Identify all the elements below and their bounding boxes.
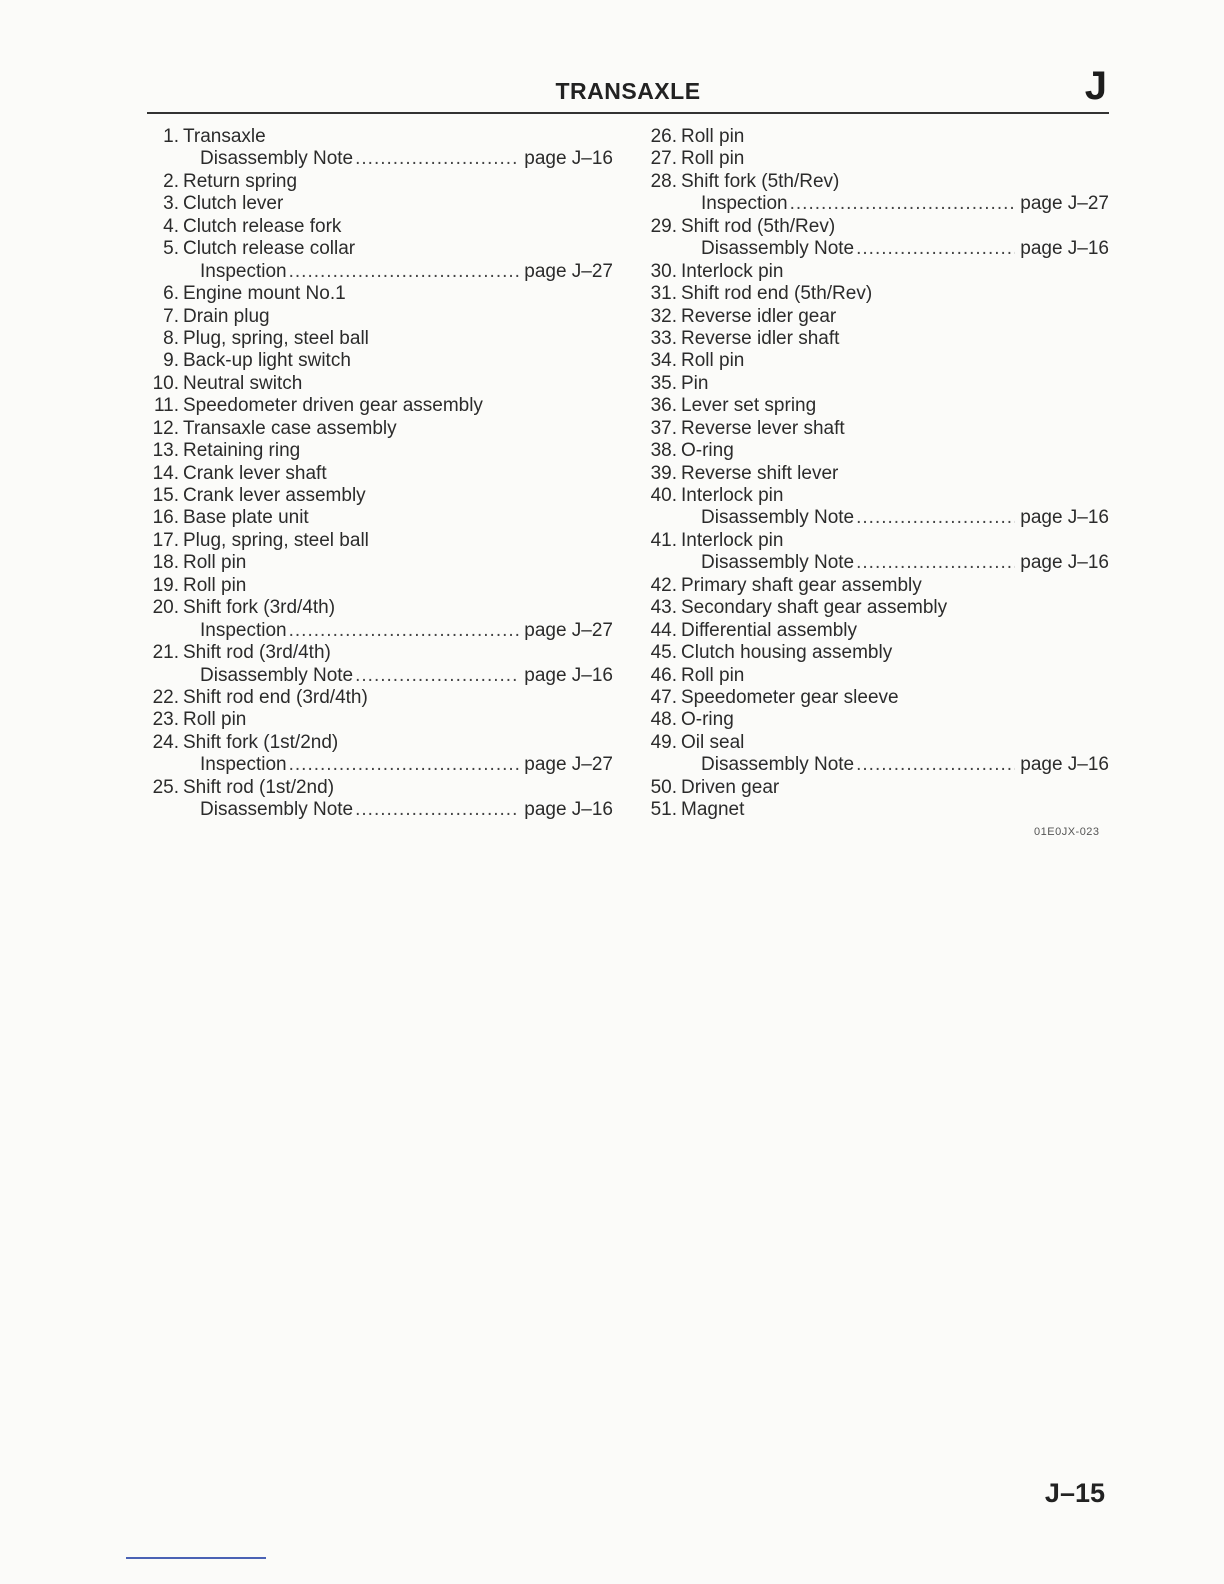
item-label: Reverse lever shaft: [681, 417, 845, 439]
parts-list-item: [641, 216, 1109, 238]
item-label: Shift rod (3rd/4th): [183, 642, 331, 664]
parts-list-item: [641, 261, 1109, 283]
item-label: Back-up light switch: [183, 350, 351, 372]
item-number: 44.: [650, 619, 677, 641]
parts-list-item: [143, 530, 613, 552]
item-number: 39.: [650, 462, 677, 484]
parts-list-item: [143, 283, 613, 305]
item-number: 49.: [650, 731, 677, 753]
dot-leader: [355, 148, 519, 170]
parts-list-item: [143, 350, 613, 372]
parts-list-item: [641, 373, 1109, 395]
item-number: 28.: [650, 170, 677, 192]
item-label: Shift rod end (5th/Rev): [681, 283, 873, 305]
item-label: Interlock pin: [681, 260, 784, 282]
reference-label: Inspection: [200, 754, 287, 776]
item-label: Transaxle: [183, 126, 266, 147]
item-number: 6.: [163, 283, 179, 305]
parts-list-item: [641, 395, 1109, 417]
parts-list-item: [143, 193, 613, 215]
dot-leader: [289, 261, 520, 283]
item-number: 8.: [163, 327, 179, 349]
parts-list-item: [143, 642, 613, 664]
item-reference-line: [143, 754, 613, 776]
item-number: 20.: [152, 597, 179, 619]
item-label: Reverse idler gear: [681, 305, 837, 327]
item-number: 45.: [650, 642, 677, 664]
item-label: Shift fork (5th/Rev): [681, 170, 840, 192]
reference-label: Inspection: [200, 619, 287, 641]
reference-label: Disassembly Note: [200, 799, 354, 821]
item-label: Primary shaft gear assembly: [681, 574, 922, 596]
dot-leader: [289, 754, 520, 776]
page-number: J–15: [1044, 1478, 1105, 1508]
item-number: 14.: [152, 462, 179, 484]
item-label: Clutch housing assembly: [681, 642, 893, 664]
reference-label: Disassembly Note: [701, 552, 855, 574]
parts-list-item: [641, 777, 1109, 799]
parts-list-item: [143, 395, 613, 417]
parts-list-item: [143, 552, 613, 574]
parts-list-item: [143, 732, 613, 754]
item-reference-line: [143, 799, 613, 821]
item-number: 10.: [152, 372, 179, 394]
parts-list-item: [143, 373, 613, 395]
item-label: Pin: [681, 372, 709, 394]
item-label: Return spring: [183, 170, 298, 192]
item-label: Speedometer driven gear assembly: [183, 395, 483, 417]
parts-list-item: [641, 283, 1109, 305]
item-label: Interlock pin: [681, 485, 784, 506]
reference-label: Disassembly Note: [701, 507, 855, 529]
parts-list-item: [143, 306, 613, 328]
item-label: O-ring: [681, 440, 734, 462]
parts-list-item: [143, 777, 613, 799]
parts-list-item: [143, 463, 613, 485]
item-label: Reverse idler shaft: [681, 327, 840, 349]
parts-list-item: [641, 575, 1109, 597]
item-label: Crank lever assembly: [183, 485, 366, 506]
item-number: 5.: [163, 238, 179, 260]
parts-list-item: [641, 463, 1109, 485]
item-reference-line: [641, 238, 1109, 260]
page-reference: page J–27: [1020, 193, 1109, 215]
item-label: Retaining ring: [183, 440, 301, 462]
page-reference: page J–16: [524, 148, 613, 170]
parts-list-item: [143, 216, 613, 238]
parts-list-left-column: [143, 126, 613, 822]
item-reference-line: [641, 754, 1109, 776]
item-number: 3.: [163, 193, 179, 215]
dot-leader: [856, 238, 1015, 260]
item-number: 37.: [650, 417, 677, 439]
item-number: 36.: [650, 395, 677, 417]
parts-list-item: [641, 440, 1109, 462]
parts-list-item: [143, 709, 613, 731]
page-header: [147, 62, 1109, 114]
section-title: TRANSAXLE: [555, 78, 701, 104]
item-label: Drain plug: [183, 305, 270, 327]
item-label: Lever set spring: [681, 395, 817, 417]
parts-list-item: [641, 126, 1109, 148]
item-reference-line: [143, 148, 613, 170]
item-label: Roll pin: [681, 350, 745, 372]
item-number: 2.: [163, 170, 179, 192]
item-label: Differential assembly: [681, 619, 858, 641]
item-number: 46.: [650, 664, 677, 686]
item-number: 24.: [152, 731, 179, 753]
parts-list-item: [143, 418, 613, 440]
parts-list-item: [143, 126, 613, 148]
item-number: 11.: [153, 395, 179, 417]
item-number: 42.: [650, 574, 677, 596]
page-reference: page J–27: [524, 754, 613, 776]
item-number: 15.: [152, 485, 179, 506]
parts-list-item: [143, 171, 613, 193]
page-reference: page J–16: [1020, 754, 1109, 776]
dot-leader: [856, 754, 1015, 776]
parts-list-item: [143, 687, 613, 709]
item-label: Shift rod (5th/Rev): [681, 215, 836, 237]
item-number: 18.: [152, 552, 179, 574]
item-number: 35.: [650, 372, 677, 394]
parts-list-item: [641, 665, 1109, 687]
item-reference-line: [641, 507, 1109, 529]
item-number: 51.: [650, 799, 677, 821]
parts-list-item: [641, 530, 1109, 552]
item-number: 21.: [152, 642, 179, 664]
item-label: Roll pin: [681, 664, 745, 686]
item-label: Roll pin: [183, 574, 247, 596]
parts-list-item: [641, 709, 1109, 731]
item-label: Shift rod end (3rd/4th): [183, 686, 368, 708]
page-reference: page J–16: [1020, 507, 1109, 529]
parts-list-item: [641, 418, 1109, 440]
item-label: Clutch lever: [183, 193, 284, 215]
dot-leader: [289, 620, 520, 642]
parts-list-item: [641, 148, 1109, 170]
item-label: Clutch release fork: [183, 215, 342, 237]
parts-list-item: [641, 732, 1109, 754]
item-label: Shift fork (3rd/4th): [183, 597, 336, 619]
parts-list-item: [143, 575, 613, 597]
reference-label: Disassembly Note: [701, 238, 855, 260]
item-number: 47.: [650, 686, 677, 708]
item-number: 26.: [650, 126, 677, 147]
item-label: Shift rod (1st/2nd): [183, 776, 335, 798]
item-label: Interlock pin: [681, 529, 784, 551]
parts-list-item: [641, 350, 1109, 372]
parts-list-item: [641, 485, 1109, 507]
item-label: Speedometer gear sleeve: [681, 686, 899, 708]
parts-list-item: [641, 306, 1109, 328]
parts-list-item: [143, 597, 613, 619]
item-label: Roll pin: [183, 552, 247, 574]
item-number: 32.: [650, 305, 677, 327]
page-reference: page J–16: [524, 799, 613, 821]
item-number: 38.: [650, 440, 677, 462]
parts-list-item: [143, 238, 613, 260]
item-label: Driven gear: [681, 776, 780, 798]
dot-leader: [355, 799, 519, 821]
page-reference: page J–16: [1020, 552, 1109, 574]
item-number: 33.: [650, 327, 677, 349]
page-reference: page J–27: [524, 619, 613, 641]
reference-label: Disassembly Note: [200, 664, 354, 686]
item-label: Magnet: [681, 799, 745, 821]
item-number: 17.: [152, 529, 179, 551]
item-label: Roll pin: [681, 126, 745, 147]
item-number: 16.: [152, 507, 179, 529]
item-number: 43.: [650, 597, 677, 619]
parts-list-item: [143, 328, 613, 350]
item-reference-line: [641, 193, 1109, 215]
item-number: 40.: [650, 485, 677, 506]
item-reference-line: [143, 665, 613, 687]
item-number: 19.: [152, 574, 179, 596]
parts-list-item: [641, 799, 1109, 821]
page-reference: page J–16: [524, 664, 613, 686]
parts-list-item: [641, 620, 1109, 642]
item-number: 7.: [163, 305, 179, 327]
item-number: 4.: [163, 215, 179, 237]
page-reference: page J–27: [524, 260, 613, 282]
reference-label: Disassembly Note: [701, 754, 855, 776]
parts-list-item: [641, 687, 1109, 709]
parts-list-item: [143, 507, 613, 529]
dot-leader: [355, 665, 519, 687]
item-label: Plug, spring, steel ball: [183, 529, 369, 551]
item-number: 31.: [650, 283, 677, 305]
item-number: 13.: [152, 440, 179, 462]
dot-leader: [856, 552, 1015, 574]
item-number: 30.: [650, 260, 677, 282]
parts-list-item: [143, 485, 613, 507]
item-label: Roll pin: [183, 709, 247, 731]
bottom-divider: [126, 1557, 266, 1559]
section-letter: J: [1084, 64, 1107, 108]
item-number: 34.: [650, 350, 677, 372]
dot-leader: [790, 193, 1016, 215]
reference-label: Disassembly Note: [200, 148, 354, 170]
parts-list-item: [641, 328, 1109, 350]
item-number: 22.: [152, 686, 179, 708]
item-label: Roll pin: [681, 148, 745, 170]
parts-list-item: [641, 642, 1109, 664]
parts-list-item: [641, 171, 1109, 193]
item-label: Transaxle case assembly: [183, 417, 397, 439]
item-number: 50.: [650, 776, 677, 798]
reference-label: Inspection: [701, 193, 788, 215]
item-label: O-ring: [681, 709, 734, 731]
item-number: 29.: [650, 215, 677, 237]
item-number: 27.: [650, 148, 677, 170]
item-label: Clutch release collar: [183, 238, 356, 260]
item-number: 41.: [650, 529, 677, 551]
item-number: 25.: [152, 776, 179, 798]
reference-label: Inspection: [200, 260, 287, 282]
item-reference-line: [143, 261, 613, 283]
figure-code: 01E0JX-023: [1034, 826, 1100, 838]
item-label: Oil seal: [681, 731, 745, 753]
item-reference-line: [143, 620, 613, 642]
parts-list-right-column: [641, 126, 1109, 822]
item-label: Reverse shift lever: [681, 462, 839, 484]
parts-list-item: [641, 597, 1109, 619]
item-number: 9.: [163, 350, 179, 372]
item-number: 1.: [163, 126, 179, 147]
item-label: Plug, spring, steel ball: [183, 327, 369, 349]
page-reference: page J–16: [1020, 238, 1109, 260]
item-number: 48.: [650, 709, 677, 731]
item-label: Base plate unit: [183, 507, 309, 529]
item-label: Secondary shaft gear assembly: [681, 597, 948, 619]
item-label: Shift fork (1st/2nd): [183, 731, 339, 753]
item-label: Crank lever shaft: [183, 462, 327, 484]
parts-list-item: [143, 440, 613, 462]
dot-leader: [856, 507, 1015, 529]
item-reference-line: [641, 552, 1109, 574]
item-number: 12.: [152, 417, 179, 439]
item-label: Neutral switch: [183, 372, 303, 394]
item-label: Engine mount No.1: [183, 283, 346, 305]
item-number: 23.: [152, 709, 179, 731]
